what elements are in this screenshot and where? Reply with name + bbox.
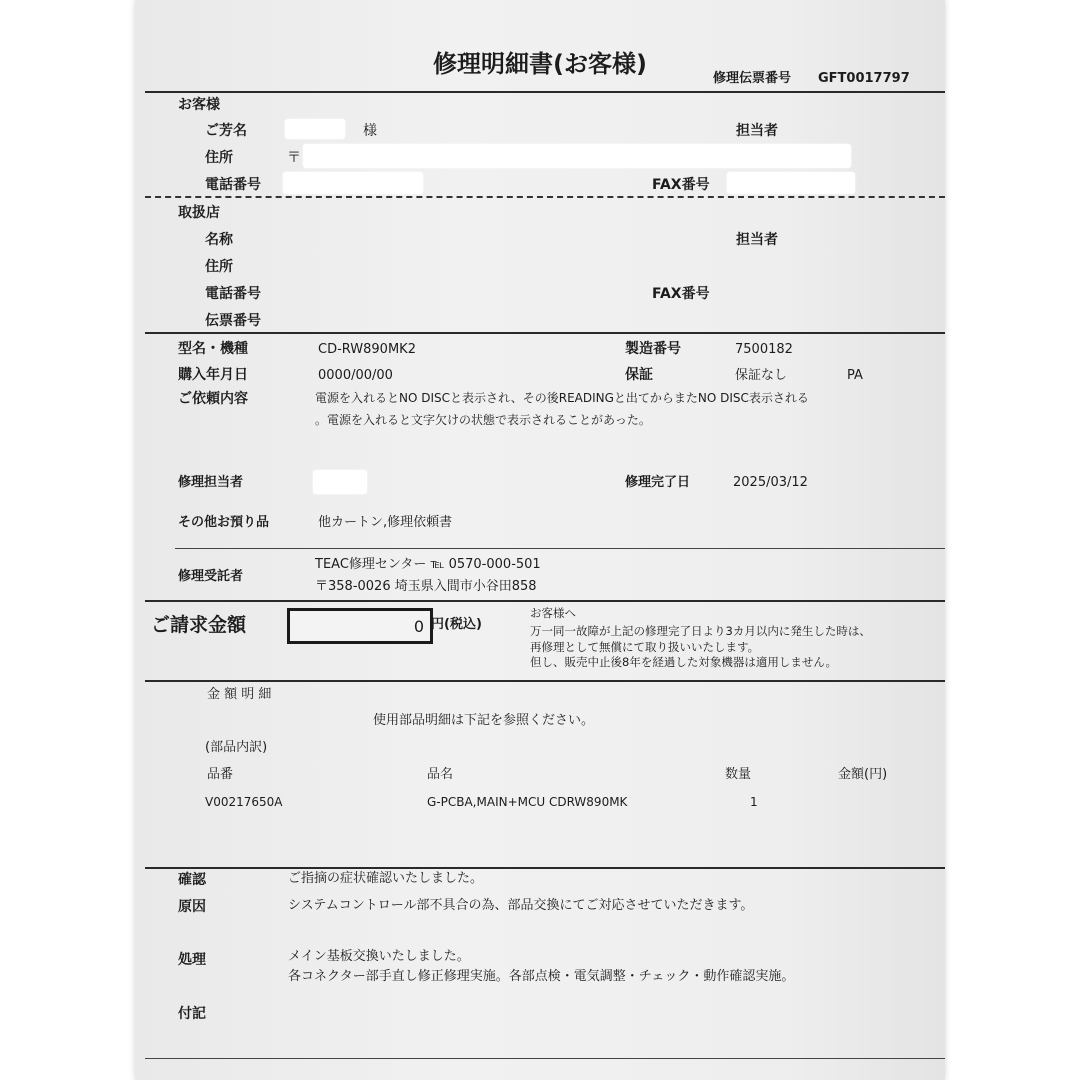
slip-number-label: 修理伝票番号 — [713, 71, 792, 86]
warranty-label: 保証 — [625, 367, 653, 383]
purchase-date-label: 購入年月日 — [178, 367, 248, 383]
details-section-label: 金 額 明 細 — [207, 687, 272, 702]
cause-label: 原因 — [178, 899, 206, 915]
redacted-fax — [727, 172, 855, 194]
contractor-line-1: TEAC修理センター ℡ 0570-000-501 — [315, 557, 541, 572]
request-label: ご依頼内容 — [178, 391, 248, 407]
serial-label: 製造番号 — [625, 341, 681, 357]
other-items-label: その他お預り品 — [178, 515, 270, 530]
customer-staff-label: 担当者 — [736, 123, 778, 139]
details-note: 使用部品明細は下記を参照ください。 — [373, 713, 595, 728]
divider-product — [145, 332, 945, 334]
billing-label: ご請求金額 — [151, 614, 247, 636]
divider-top — [145, 91, 945, 93]
repair-statement-paper — [135, 0, 945, 1080]
dealer-section-label: 取扱店 — [178, 205, 220, 221]
divider-dashed — [145, 196, 945, 198]
billing-amount: 0 — [413, 617, 424, 636]
model-value: CD-RW890MK2 — [318, 342, 416, 357]
notes-label: 付記 — [178, 1006, 206, 1022]
notice-title: お客様へ — [530, 606, 576, 620]
action-line-1: メイン基板交換いたしました。 — [288, 949, 470, 964]
confirm-label: 確認 — [178, 872, 206, 888]
notice-line-1: 万一同一故障が上記の修理完了日より3カ月以内に発生した時は、 — [530, 624, 871, 638]
col-amount: 金額(円) — [838, 767, 888, 782]
customer-fax-label: FAX番号 — [652, 177, 710, 193]
redacted-phone — [283, 172, 423, 194]
dealer-name-label: 名称 — [205, 232, 233, 248]
notice-line-3: 但し、販売中止後8年を経過した対象機器は適用しません。 — [530, 655, 838, 669]
dealer-staff-label: 担当者 — [736, 232, 778, 248]
divider-bottom — [145, 1058, 945, 1059]
request-line-2: 。電源を入れると文字欠けの状態で表示されることがあった。 — [315, 413, 651, 427]
serial-value: 7500182 — [735, 342, 793, 357]
document-title: 修理明細書(お客様) — [433, 50, 647, 78]
divider-billing — [145, 600, 945, 602]
divider-details — [145, 680, 945, 682]
divider-contractor — [175, 548, 945, 549]
action-label: 処理 — [178, 952, 206, 968]
model-label: 型名・機種 — [178, 341, 248, 357]
customer-section-label: お客様 — [178, 97, 220, 113]
dealer-fax-label: FAX番号 — [652, 286, 710, 302]
part-row-part-no: V00217650A — [205, 795, 283, 809]
parts-breakdown-label: (部品内訳) — [205, 740, 268, 755]
redacted-name — [285, 119, 345, 139]
technician-label: 修理担当者 — [178, 475, 244, 490]
part-row-name: G-PCBA,MAIN+MCU CDRW890MK — [427, 795, 628, 809]
billing-amount-box — [287, 608, 433, 644]
warranty-value: 保証なし — [735, 368, 788, 383]
divider-findings — [145, 867, 945, 869]
contractor-line-2: 〒358-0026 埼玉県入間市小谷田858 — [315, 579, 537, 594]
warranty-code: PA — [847, 368, 863, 383]
customer-name-label: ご芳名 — [205, 123, 247, 139]
dealer-address-label: 住所 — [205, 259, 233, 275]
contractor-label: 修理受託者 — [178, 569, 244, 584]
action-line-2: 各コネクター部手直し修正修理実施。各部点検・電気調整・チェック・動作確認実施。 — [288, 969, 795, 984]
completion-date-label: 修理完了日 — [625, 475, 691, 490]
customer-postal-mark: 〒 — [287, 150, 301, 166]
cause-text: システムコントロール部不具合の為、部品交換にてご対応させていただきます。 — [288, 898, 754, 913]
dealer-slip-label: 伝票番号 — [205, 313, 261, 329]
request-line-1: 電源を入れるとNO DISCと表示され、その後READINGと出てからまたNO DISC表示される — [315, 391, 809, 405]
purchase-date-value: 0000/00/00 — [318, 368, 393, 383]
col-quantity: 数量 — [725, 767, 752, 782]
redacted-address — [303, 144, 851, 168]
slip-number: GFT0017797 — [818, 71, 910, 86]
notice-line-2: 再修理として無償にて取り扱いいたします。 — [530, 640, 760, 654]
customer-honorific: 様 — [363, 123, 377, 139]
other-items-value: 他カートン,修理依頼書 — [318, 515, 453, 530]
billing-unit: 円(税込) — [431, 617, 482, 632]
part-row-qty: 1 — [750, 795, 758, 809]
dealer-phone-label: 電話番号 — [205, 286, 261, 302]
customer-address-label: 住所 — [205, 150, 233, 166]
confirm-text: ご指摘の症状確認いたしました。 — [288, 871, 484, 886]
col-part-name: 品名 — [427, 767, 454, 782]
customer-phone-label: 電話番号 — [205, 177, 261, 193]
completion-date-value: 2025/03/12 — [733, 475, 808, 490]
col-part-no: 品番 — [207, 767, 234, 782]
redacted-technician — [313, 470, 367, 494]
